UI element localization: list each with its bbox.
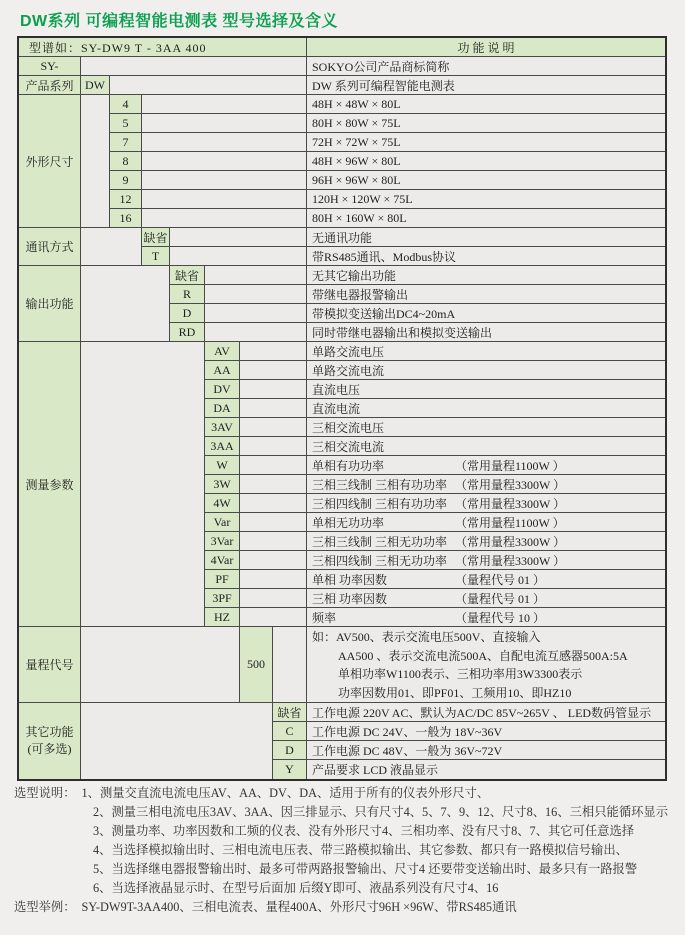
size-desc: 48H × 48W × 80L (307, 95, 665, 114)
param-desc: 直流电流 (307, 399, 665, 418)
function-desc-header: 功 能 说 明 (307, 38, 665, 57)
other-code: C (273, 722, 307, 741)
other-code: 缺省 (273, 703, 307, 722)
other-desc: 工作电源 DC 48V、一般为 36V~72V (307, 741, 665, 760)
param-desc: 三相交流电流 (307, 437, 665, 456)
param-desc: 单相无功功率 （常用量程1100W ） (307, 513, 665, 532)
size-code: 5 (110, 114, 142, 133)
param-desc: 三相 功率因数 （量程代号 01 ） (307, 589, 665, 608)
note-item: 2、测量三相电流电压3AV、3AA、因三排显示、只有尺寸4、5、7、9、12、尺寸8、16、三相只能循环显示 (93, 805, 669, 819)
notes-label: 选型说明： (14, 786, 76, 800)
spacer (240, 418, 307, 437)
spacer (142, 95, 307, 114)
range-desc-line: 单相功率W1100表示、三相功率用3W3300表示 (338, 667, 583, 682)
note-item: 6、当选择液晶显示时、在型号后面加 后缀Y即可、液晶系列没有尺寸4、16 (93, 881, 499, 895)
spacer (273, 627, 307, 703)
spacer (240, 513, 307, 532)
spacer (205, 266, 307, 285)
param-code: 3Var (205, 532, 240, 551)
size-code: 4 (110, 95, 142, 114)
param-code: AV (205, 342, 240, 361)
spacer (240, 589, 307, 608)
brand-label: SY- (19, 57, 81, 76)
spacer (142, 133, 307, 152)
note-item: 1、测量交直流电流电压AV、AA、DV、DA、适用于所有的仪表外形尺寸、 (81, 786, 490, 800)
other-desc: 工作电源 220V AC、默认为AC/DC 85V~265V 、 LED数码管显示 (307, 703, 665, 722)
param-code: 3PF (205, 589, 240, 608)
other-code: D (273, 741, 307, 760)
other-desc: 工作电源 DC 24V、一般为 18V~36V (307, 722, 665, 741)
range-desc-line: 如：AV500、表示交流电压500V、直接输入 (312, 630, 541, 644)
param-desc: 单相 功率因数 （量程代号 01 ） (307, 570, 665, 589)
param-desc: 三相三线制 三相无功功率 （常用量程3300W ） (307, 532, 665, 551)
comm-section-label: 通讯方式 (19, 228, 81, 266)
size-desc: 120H × 120W × 75L (307, 190, 665, 209)
spacer (81, 57, 307, 76)
param-code: HZ (205, 608, 240, 627)
param-code: W (205, 456, 240, 475)
params-section-label: 测量参数 (19, 342, 81, 627)
spacer (240, 361, 307, 380)
param-code: 3AV (205, 418, 240, 437)
comm-desc: 无通讯功能 (307, 228, 665, 247)
param-code: 4W (205, 494, 240, 513)
page-title: DW系列 可编程智能电测表 型号选择及含义 (20, 13, 339, 30)
param-code: 4Var (205, 551, 240, 570)
spacer (205, 285, 307, 304)
param-code: Var (205, 513, 240, 532)
size-desc: 48H × 96W × 80L (307, 152, 665, 171)
spacer (240, 456, 307, 475)
example-label: 选型举例： (14, 900, 76, 914)
model-selection-table (17, 36, 667, 781)
param-desc: 三相四线制 三相有功功率 （常用量程3300W ） (307, 494, 665, 513)
spacer (142, 152, 307, 171)
spacer (81, 228, 142, 266)
selection-notes (14, 784, 668, 917)
note-line (14, 784, 668, 803)
spacer (240, 570, 307, 589)
spacer (142, 114, 307, 133)
spacer (240, 399, 307, 418)
spacer (240, 608, 307, 627)
spacer (142, 209, 307, 228)
series-desc: DW 系列可编程智能电测表 (307, 76, 665, 95)
size-code: 7 (110, 133, 142, 152)
spacer (240, 532, 307, 551)
spacer (81, 266, 170, 342)
spacer (81, 627, 240, 703)
comm-code: 缺省 (142, 228, 170, 247)
param-desc: 三相交流电压 (307, 418, 665, 437)
param-code: DV (205, 380, 240, 399)
model-spec-header: 型谱如：SY-DW9 T - 3AA 400 (19, 38, 307, 57)
output-desc: 带继电器报警输出 (307, 285, 665, 304)
series-label: 产品系列 (19, 76, 81, 95)
param-desc: 三相四线制 三相无功功率 （常用量程3300W ） (307, 551, 665, 570)
spacer (81, 342, 205, 627)
spacer (205, 323, 307, 342)
note-item: 5、当选择继电器报警输出时、最多可带两路报警输出、尺寸4 还要带变送输出时、最多只有一路报警 (93, 862, 638, 876)
spacer (205, 304, 307, 323)
other-code: Y (273, 760, 307, 779)
range-desc-line: 功率因数用01、即PF01、工频用10、即HZ10 (338, 685, 572, 700)
output-desc: 同时带继电器输出和模拟变送输出 (307, 323, 665, 342)
output-section-label: 输出功能 (19, 266, 81, 342)
output-code: D (170, 304, 205, 323)
spacer (240, 380, 307, 399)
range-code: 500 (240, 627, 273, 703)
param-desc: 单路交流电流 (307, 361, 665, 380)
size-desc: 72H × 72W × 75L (307, 133, 665, 152)
param-desc: 三相三线制 三相有功功率 （常用量程3300W ） (307, 475, 665, 494)
spacer (81, 703, 273, 779)
range-desc (307, 627, 665, 703)
size-code: 9 (110, 171, 142, 190)
other-desc: 产品要求 LCD 液晶显示 (312, 763, 439, 777)
param-code: 3W (205, 475, 240, 494)
note-item: 4、当选择模拟输出时、三相电流电压表、带三路模拟输出、其它参数、都只有一路模拟信号输出、 (93, 843, 628, 857)
param-code: PF (205, 570, 240, 589)
spacer (240, 437, 307, 456)
example-line (14, 898, 668, 917)
spacer (81, 95, 110, 228)
param-desc: 单相有功功率 （常用量程1100W ） (307, 456, 665, 475)
comm-desc: 带RS485通讯、Modbus协议 (307, 247, 665, 266)
note-item: 3、测量功率、功率因数和工频的仪表、没有外形尺寸4、三相功率、没有尺寸8、7、其它可任意选择 (93, 824, 635, 838)
param-desc: 直流电压 (307, 380, 665, 399)
param-code: DA (205, 399, 240, 418)
size-desc: 80H × 160W × 80L (307, 209, 665, 228)
series-code: DW (81, 76, 110, 95)
spacer (142, 190, 307, 209)
example-text: SY-DW9T-3AA400、三相电流表、量程400A、外形尺寸96H ×96W、带RS485通讯 (81, 900, 517, 914)
param-desc: 单路交流电压 (307, 342, 665, 361)
spacer (142, 171, 307, 190)
output-code: R (170, 285, 205, 304)
range-desc-line: AA500 、表示交流电流500A、自配电流互感器500A:5A (338, 648, 628, 663)
spacer (170, 247, 307, 266)
comm-code: T (142, 247, 170, 266)
size-code: 8 (110, 152, 142, 171)
output-desc: 无其它输出功能 (307, 266, 665, 285)
output-code: 缺省 (170, 266, 205, 285)
other-section-label: 其它功能 (可多选) (19, 703, 81, 779)
param-code: 3AA (205, 437, 240, 456)
size-desc: 96H × 96W × 80L (307, 171, 665, 190)
param-desc: 频率 （量程代号 10 ） (307, 608, 665, 627)
spacer (170, 228, 307, 247)
spacer (240, 551, 307, 570)
size-section-label: 外形尺寸 (19, 95, 81, 228)
size-desc: 80H × 80W × 75L (307, 114, 665, 133)
output-code: RD (170, 323, 205, 342)
spacer (110, 76, 307, 95)
brand-desc: SOKYO公司产品商标简称 (307, 57, 665, 76)
spacer (240, 494, 307, 513)
param-code: AA (205, 361, 240, 380)
spacer (240, 475, 307, 494)
size-code: 12 (110, 190, 142, 209)
size-code: 16 (110, 209, 142, 228)
output-desc: 带模拟变送输出DC4~20mA (307, 304, 665, 323)
spacer (240, 342, 307, 361)
range-section-label: 量程代号 (19, 627, 81, 703)
